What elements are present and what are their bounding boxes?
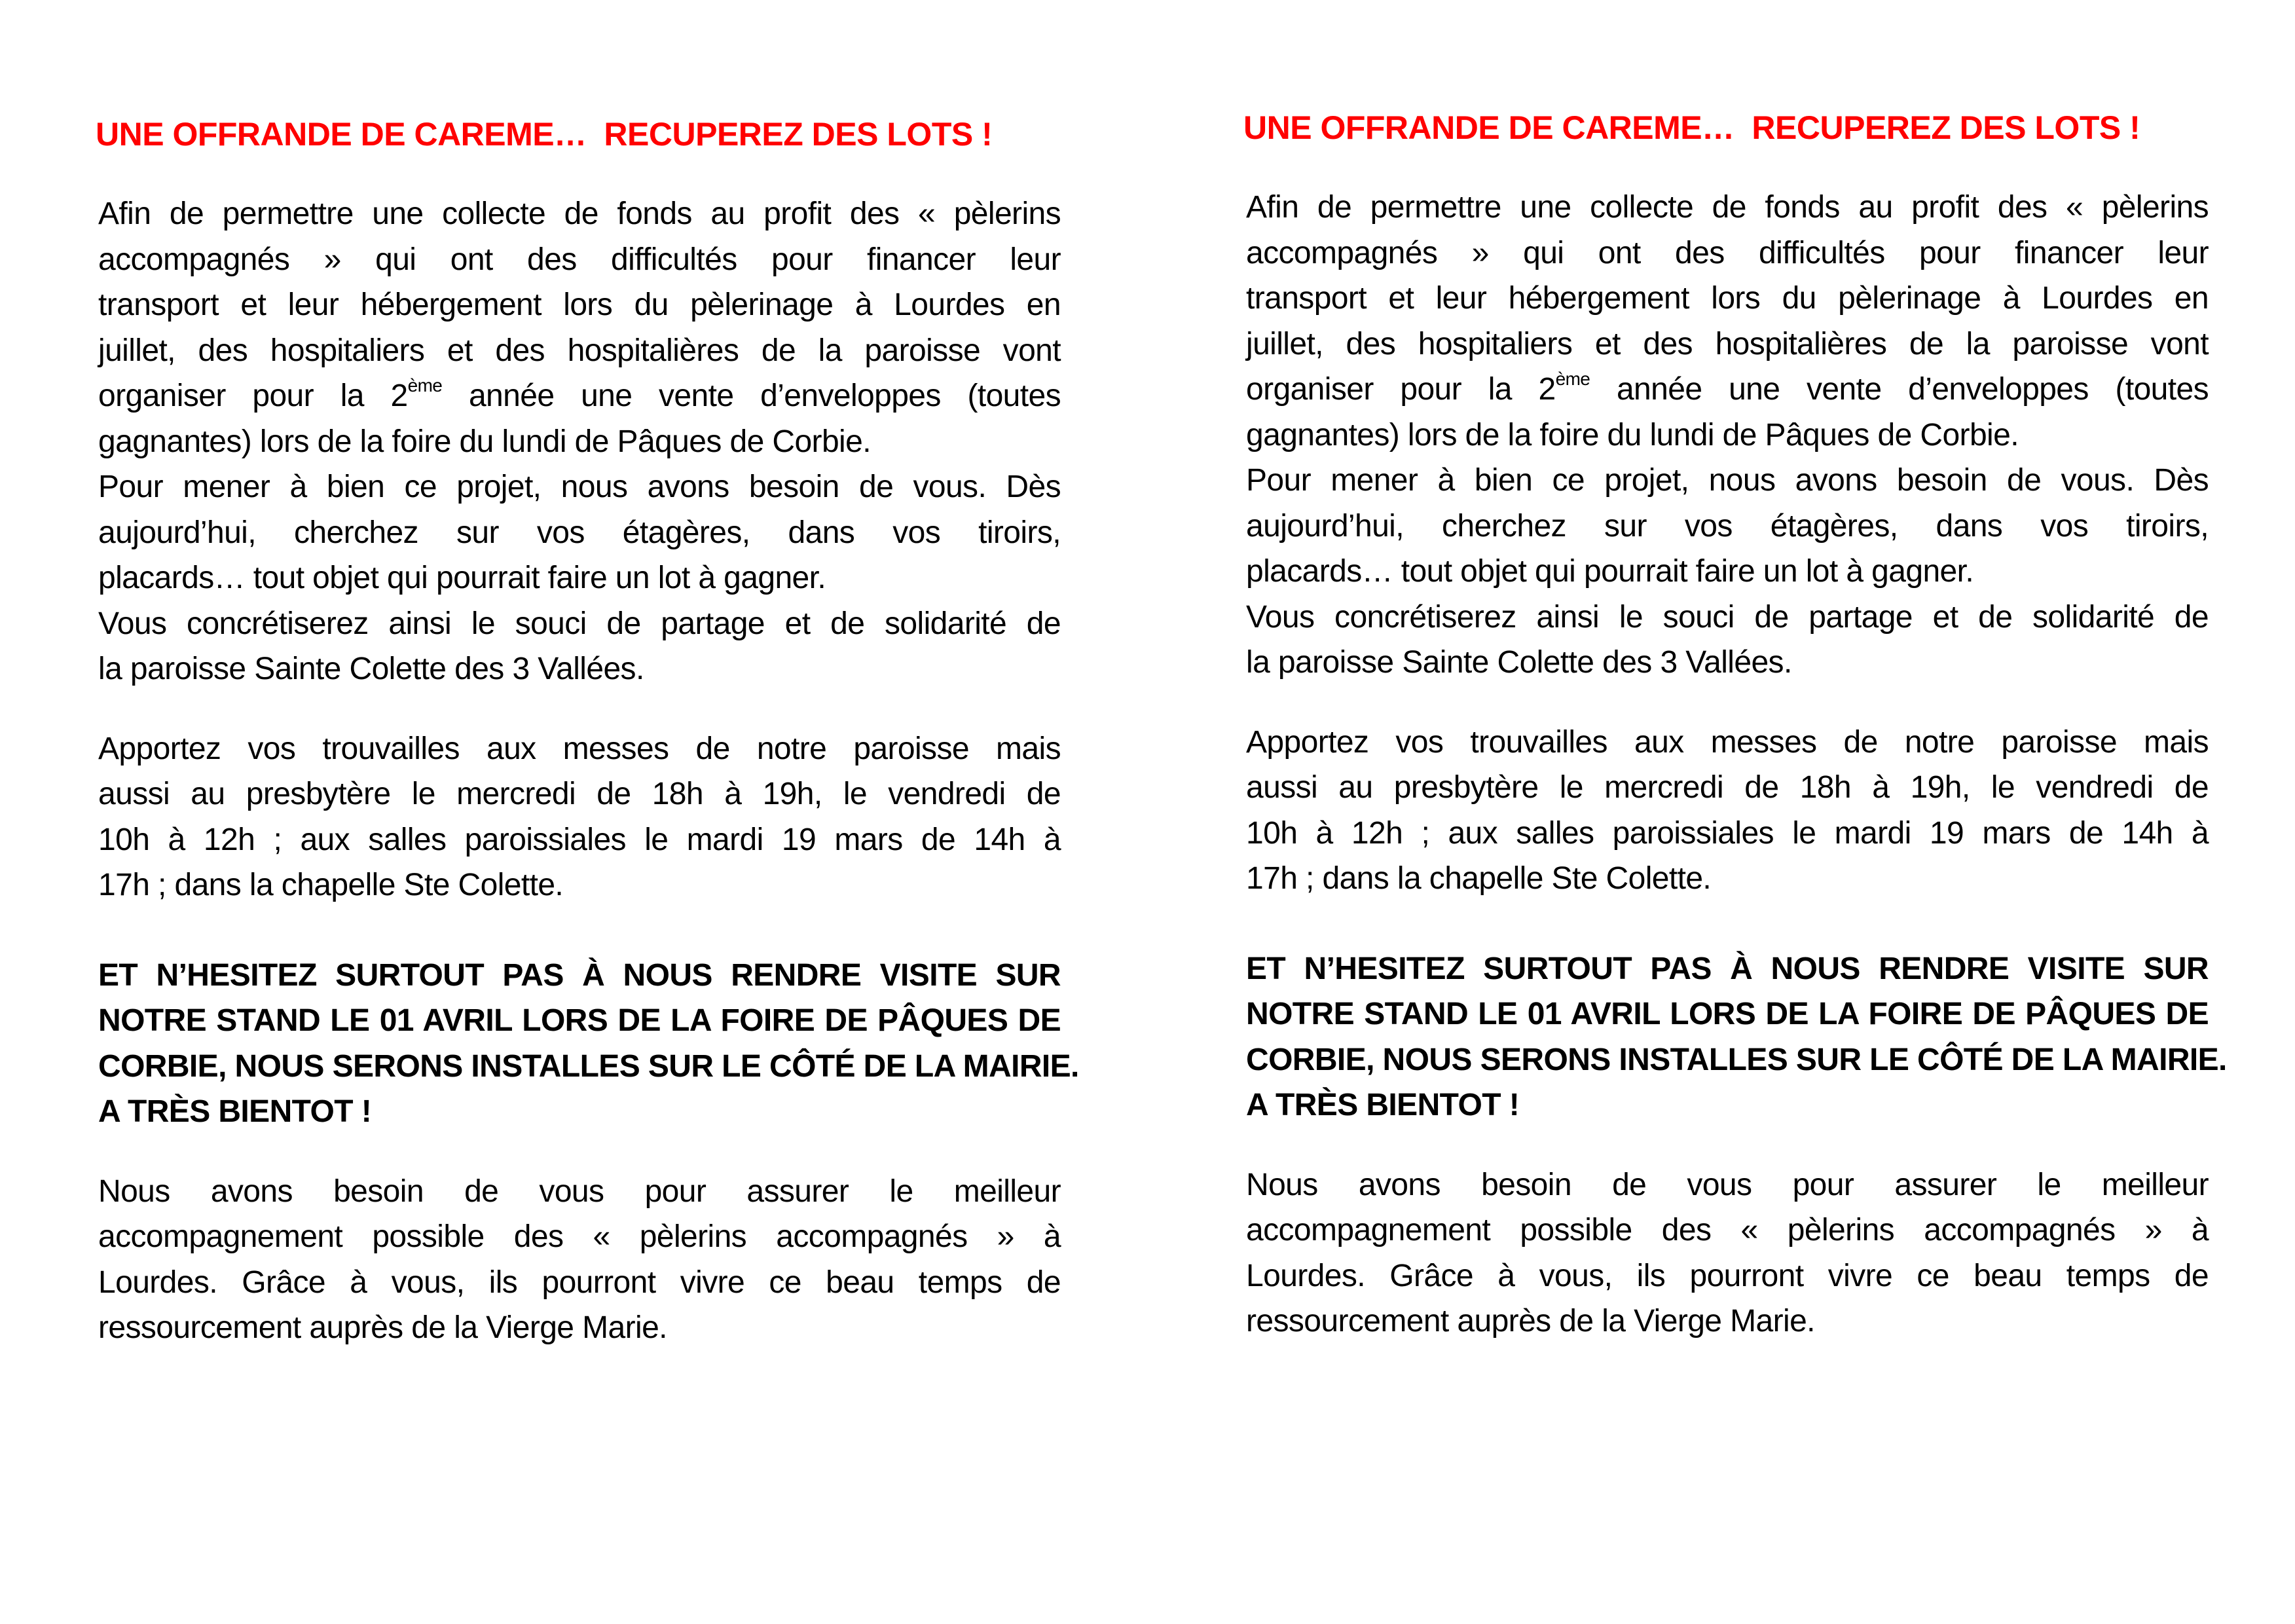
intro-paragraph — [98, 191, 1061, 464]
text-line: A TRÈS BIENTOT ! — [98, 1094, 372, 1129]
text-line: placards… tout objet qui pourrait faire un lot à gagner. — [1246, 554, 1974, 589]
text-line: Nous avons besoin de vous pour assurer le meilleur — [98, 1173, 1061, 1209]
text-line: Lourdes. Grâce à vous, ils pourront vivre ce beau temps de — [98, 1264, 1061, 1300]
text-line: gagnantes) lors de la foire du lundi de Pâques de Corbie. — [1246, 417, 2019, 452]
spacer — [1246, 151, 2209, 185]
text-line: aujourd’hui, cherchez sur vos étagères, dans vos tiroirs, — [98, 515, 1061, 550]
text-line: CORBIE, NOUS SERONS INSTALLES SUR LE CÔTÉ DE LA MAIRIE. — [98, 1048, 1079, 1084]
text-line: accompagnement possible des « pèlerins accompagnés » à — [98, 1219, 1061, 1254]
text-line: Afin de permettre une collecte de fonds au profit des « pèlerins — [1246, 190, 2209, 225]
text-line: la paroisse Sainte Colette des 3 Vallées. — [98, 652, 644, 686]
spacer — [98, 692, 1061, 726]
text-line: transport et leur hébergement lors du pèlerinage à Lourdes en — [98, 287, 1061, 322]
dropoff-paragraph — [98, 726, 1061, 908]
closing-paragraph — [1246, 1162, 2209, 1344]
text-line: Afin de permettre une collecte de fonds au profit des « pèlerins — [98, 196, 1061, 231]
text-line: CORBIE, NOUS SERONS INSTALLES SUR LE CÔTÉ DE LA MAIRIE. — [1246, 1042, 2227, 1077]
flyer-right — [1243, 105, 2227, 1344]
text-line: placards… tout objet qui pourrait faire un lot à gagner. — [98, 561, 826, 595]
text-line: Apportez vos trouvailles aux messes de notre paroisse mais — [98, 731, 1061, 766]
text-line: Pour mener à bien ce projet, nous avons besoin de vous. Dès — [98, 470, 1061, 504]
appeal-paragraph — [98, 464, 1061, 601]
text-line: juillet, des hospitaliers et des hospitalières de la paroisse vont — [1246, 326, 2209, 361]
text-line: aujourd’hui, cherchez sur vos étagères, dans vos tiroirs, — [1246, 508, 2209, 544]
text-line: Pour mener à bien ce projet, nous avons besoin de vous. Dès — [1246, 463, 2209, 498]
intro-paragraph — [1246, 185, 2209, 458]
text-line: accompagnés » qui ont des difficultés pour financer leur — [1246, 235, 2209, 270]
text-line: ressourcement auprès de la Vierge Marie. — [98, 1310, 667, 1345]
text-line: 17h ; dans la chapelle Ste Colette. — [98, 868, 564, 902]
spacer — [1246, 1128, 2209, 1162]
text-line: NOTRE STAND LE 01 AVRIL LORS DE LA FOIRE DE PÂQUES DE — [1246, 997, 2209, 1031]
text-line: Nous avons besoin de vous pour assurer le meilleur — [1246, 1167, 2209, 1202]
dropoff-paragraph — [1246, 720, 2209, 902]
text-line: ET N’HESITEZ SURTOUT PAS À NOUS RENDRE VISITE SUR — [98, 957, 1061, 993]
text-line: Lourdes. Grâce à vous, ils pourront vivre ce beau temps de — [1246, 1258, 2209, 1293]
text-line-ordinal — [98, 373, 1061, 419]
closing-paragraph — [98, 1169, 1061, 1351]
text-line: gagnantes) lors de la foire du lundi de Pâques de Corbie. — [98, 424, 871, 459]
text-segment: année une vente d’enveloppes (toutes — [1590, 372, 2209, 407]
text-segment: année une vente d’enveloppes (toutes — [442, 378, 1061, 413]
text-line: ressourcement auprès de la Vierge Marie. — [1246, 1304, 1815, 1338]
flyer-title: UNE OFFRANDE DE CAREME… RECUPEREZ DES LOTS ! — [1243, 109, 2140, 146]
solidarity-paragraph — [1246, 595, 2209, 686]
text-line-ordinal — [1246, 367, 2209, 413]
text-line: ET N’HESITEZ SURTOUT PAS À NOUS RENDRE VISITE SUR — [1246, 951, 2209, 986]
text-line: 10h à 12h ; aux salles paroissiales le mardi 19 mars de 14h à — [1246, 815, 2209, 851]
text-line: A TRÈS BIENTOT ! — [1246, 1088, 1520, 1122]
text-line: accompagnement possible des « pèlerins accompagnés » à — [1246, 1213, 2209, 1247]
text-line: NOTRE STAND LE 01 AVRIL LORS DE LA FOIRE DE PÂQUES DE — [98, 1003, 1061, 1038]
flyer-title: UNE OFFRANDE DE CAREME… RECUPEREZ DES LOTS ! — [96, 116, 993, 153]
appeal-paragraph — [1246, 458, 2209, 595]
text-line: Vous concrétiserez ainsi le souci de partage et de solidarité de — [98, 606, 1061, 641]
spacer — [1246, 902, 2209, 946]
text-line: juillet, des hospitaliers et des hospitalières de la paroisse vont — [98, 333, 1061, 368]
invitation-paragraph — [98, 953, 1079, 1135]
spacer — [1246, 686, 2209, 720]
text-line: aussi au presbytère le mercredi de 18h à 19h, le vendredi de — [98, 777, 1061, 811]
text-line: Vous concrétiserez ainsi le souci de partage et de solidarité de — [1246, 599, 2209, 635]
spacer — [98, 157, 1061, 191]
ordinal-superscript: ème — [407, 375, 443, 396]
text-line: transport et leur hébergement lors du pèlerinage à Lourdes en — [1246, 281, 2209, 316]
text-segment: organiser pour la 2 — [1246, 372, 1556, 407]
text-line: accompagnés » qui ont des difficultés pour financer leur — [98, 242, 1061, 277]
spacer — [98, 908, 1061, 953]
flyer-left — [96, 111, 1079, 1351]
text-line: la paroisse Sainte Colette des 3 Vallées. — [1246, 645, 1792, 680]
text-line: 17h ; dans la chapelle Ste Colette. — [1246, 861, 1712, 896]
text-line: aussi au presbytère le mercredi de 18h à 19h, le vendredi de — [1246, 770, 2209, 805]
ordinal-superscript: ème — [1555, 369, 1590, 389]
invitation-paragraph — [1246, 946, 2227, 1128]
text-line: 10h à 12h ; aux salles paroissiales le mardi 19 mars de 14h à — [98, 822, 1061, 857]
text-line: Apportez vos trouvailles aux messes de notre paroisse mais — [1246, 724, 2209, 760]
text-segment: organiser pour la 2 — [98, 378, 408, 413]
solidarity-paragraph — [98, 601, 1061, 692]
spacer — [98, 1135, 1061, 1169]
